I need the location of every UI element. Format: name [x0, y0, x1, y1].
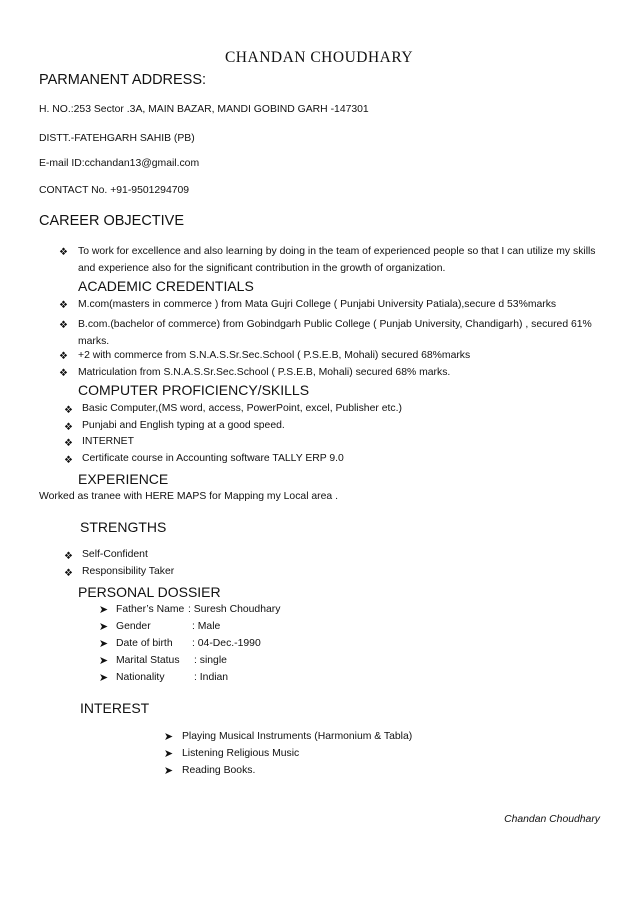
arrow-bullet-icon: ➤ — [98, 621, 109, 633]
strengths-heading: STRENGTHS — [80, 519, 167, 535]
academic-item: B.com.(bachelor of commerce) from Gobindgarh Public College ( Punjab University, Chandigarh) , secured 61% marks. — [78, 319, 592, 347]
academic-item: M.com(masters in commerce ) from Mata Gujri College ( Punjabi University Patiala),secure d 53%marks — [78, 299, 557, 310]
personal-heading: PERSONAL DOSSIER — [78, 584, 221, 600]
academic-item: Matriculation from S.N.A.S.Sr.Sec.School ( P.S.E.B, Mohali) secured 68% marks. — [78, 367, 451, 378]
email-text: E-mail ID:cchandan13@gmail.com — [39, 158, 200, 169]
arrow-bullet-icon: ➤ — [163, 748, 174, 760]
contact-text: CONTACT No. +91-9501294709 — [39, 185, 190, 196]
academic-item: +2 with commerce from S.N.A.S.Sr.Sec.School ( P.S.E.B, Mohali) secured 68%marks — [78, 350, 471, 361]
diamond-bullet-icon: ❖ — [59, 320, 68, 331]
personal-value: : Indian — [194, 672, 229, 683]
interest-item: Reading Books. — [182, 765, 256, 776]
address-line-2: DISTT.-FATEHGARH SAHIB (PB) — [39, 133, 195, 144]
arrow-bullet-icon: ➤ — [98, 655, 109, 667]
interest-item: Listening Religious Music — [182, 748, 300, 759]
personal-value: : Male — [192, 621, 221, 632]
address-line-1: H. NO.:253 Sector .3A, MAIN BAZAR, MANDI GOBIND GARH -147301 — [39, 104, 369, 115]
diamond-bullet-icon: ❖ — [59, 351, 68, 362]
arrow-bullet-icon: ➤ — [98, 604, 109, 616]
experience-heading: EXPERIENCE — [78, 471, 169, 487]
address-heading: PARMANENT ADDRESS: — [39, 72, 207, 88]
diamond-bullet-icon: ❖ — [59, 300, 68, 311]
personal-label: Marital Status — [116, 655, 180, 666]
career-heading: CAREER OBJECTIVE — [39, 213, 185, 229]
page-title: CHANDAN CHOUDHARY — [224, 49, 414, 66]
personal-label: Date of birth — [116, 638, 173, 649]
diamond-bullet-icon: ❖ — [64, 551, 73, 562]
computer-item: INTERNET — [82, 436, 134, 447]
arrow-bullet-icon: ➤ — [98, 672, 109, 684]
diamond-bullet-icon: ❖ — [64, 422, 73, 433]
interest-item: Playing Musical Instruments (Harmonium & Tabla) — [182, 731, 413, 742]
experience-text: Worked as tranee with HERE MAPS for Mapping my Local area . — [39, 491, 338, 502]
diamond-bullet-icon: ❖ — [64, 568, 73, 579]
arrow-bullet-icon: ➤ — [163, 765, 174, 777]
diamond-bullet-icon: ❖ — [64, 455, 73, 466]
personal-label: Father’s Name — [116, 604, 185, 615]
personal-value: : Suresh Choudhary — [188, 604, 281, 615]
computer-item: Basic Computer,(MS word, access, PowerPoint, excel, Publisher etc.) — [82, 403, 402, 414]
personal-value: : single — [194, 655, 227, 666]
diamond-bullet-icon: ❖ — [64, 405, 73, 416]
personal-label: Nationality — [116, 672, 165, 683]
arrow-bullet-icon: ➤ — [163, 731, 174, 743]
computer-heading: COMPUTER PROFICIENCY/SKILLS — [78, 382, 310, 398]
personal-label: Gender — [116, 621, 151, 632]
academic-heading: ACADEMIC CREDENTIALS — [78, 278, 254, 294]
interest-heading: INTEREST — [80, 700, 150, 716]
diamond-bullet-icon: ❖ — [64, 438, 73, 449]
diamond-bullet-icon: ❖ — [59, 368, 68, 379]
career-text: To work for excellence and also learning by doing in the team of experienced people so that I can utilize my skills and experience also for the significant contribution in the growth of organization. — [78, 246, 596, 274]
signature-text: Chandan Choudhary — [504, 814, 600, 825]
computer-item: Certificate course in Accounting software TALLY ERP 9.0 — [82, 453, 344, 464]
strength-item: Self-Confident — [82, 549, 148, 560]
arrow-bullet-icon: ➤ — [98, 638, 109, 650]
personal-value: : 04-Dec.-1990 — [192, 638, 261, 649]
strength-item: Responsibility Taker — [82, 566, 175, 577]
diamond-bullet-icon: ❖ — [59, 247, 68, 258]
computer-item: Punjabi and English typing at a good speed. — [82, 420, 285, 431]
